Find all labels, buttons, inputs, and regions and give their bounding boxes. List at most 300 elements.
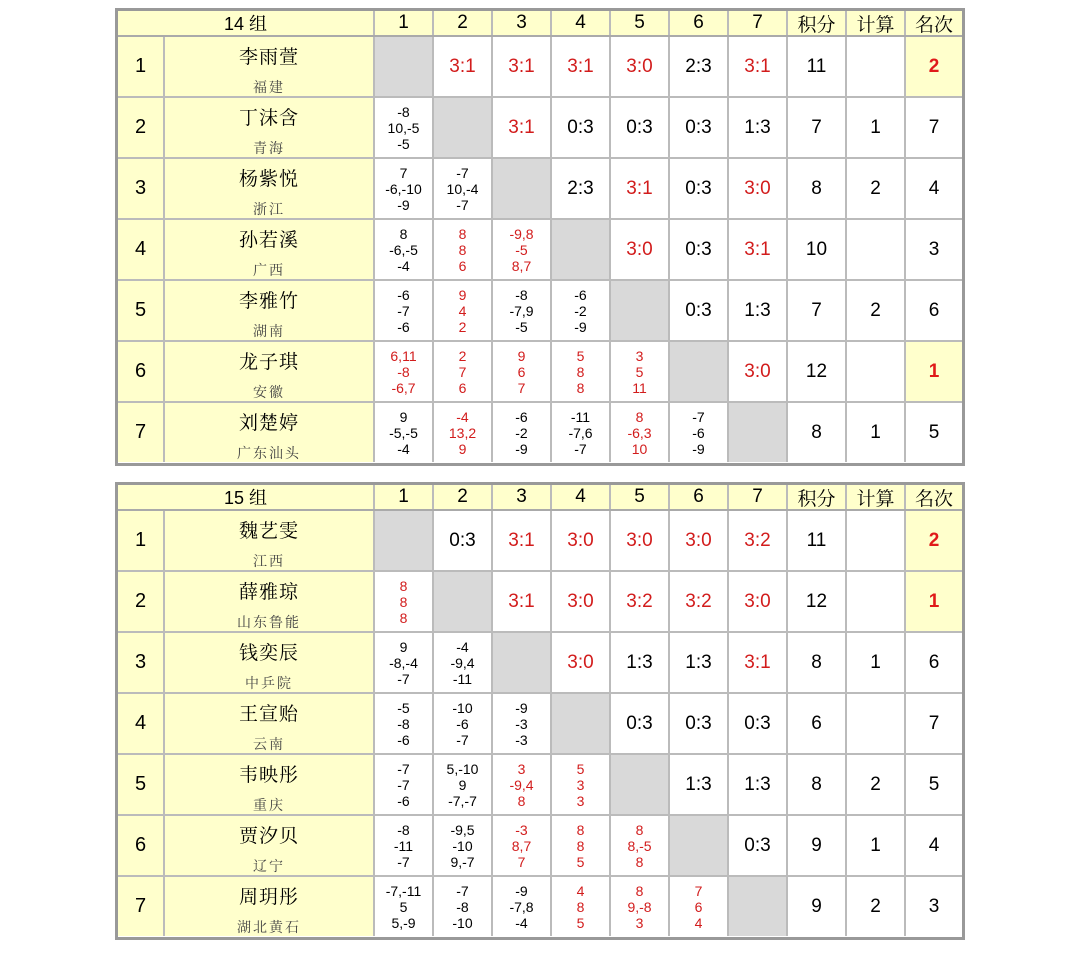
game-score: 7 <box>694 882 703 899</box>
match-result: 3:1 <box>493 572 552 631</box>
match-result: 0:3 <box>670 159 729 218</box>
game-score: -7,8 <box>509 898 534 915</box>
game-score: -6,-10 <box>385 180 422 197</box>
match-result: 3:0 <box>670 511 729 570</box>
game-score: 5,-9 <box>391 914 416 931</box>
game-score: 9 <box>458 440 467 457</box>
game-score: 2 <box>458 318 467 335</box>
match-result: 3:0 <box>611 220 670 279</box>
points: 8 <box>788 633 847 692</box>
game-score: 4 <box>576 882 585 899</box>
game-score: -9 <box>515 882 528 899</box>
table-row <box>118 511 962 572</box>
table-row <box>118 403 962 462</box>
match-result: 3:0 <box>729 342 788 401</box>
game-score: -9 <box>515 699 528 716</box>
game-score: 10 <box>631 440 648 457</box>
player-cell <box>165 572 375 631</box>
player-cell <box>165 37 375 96</box>
game-score: -10 <box>452 699 473 716</box>
table-row <box>118 694 962 755</box>
game-scores <box>552 342 611 401</box>
rank: 5 <box>928 421 940 443</box>
game-score: 5 <box>399 898 408 915</box>
rank: 1 <box>906 572 962 631</box>
match-result: 3:1 <box>611 159 670 218</box>
match-result: 3:0 <box>611 511 670 570</box>
calc <box>847 572 906 631</box>
game-scores <box>434 877 493 936</box>
game-scores <box>375 281 434 340</box>
group-14-table <box>115 8 965 466</box>
column-header: 1 <box>375 11 434 35</box>
self-match-cell <box>552 220 611 279</box>
game-scores <box>434 281 493 340</box>
game-score: -7 <box>397 302 410 319</box>
player-index: 4 <box>118 694 165 753</box>
game-score: -9 <box>574 318 587 335</box>
rank: 1 <box>906 342 962 401</box>
game-score: 6 <box>458 257 467 274</box>
column-header: 1 <box>375 485 434 509</box>
game-score: -9,4 <box>450 654 475 671</box>
game-scores <box>434 342 493 401</box>
game-score: -11 <box>393 837 414 854</box>
calc <box>847 694 906 753</box>
game-score: 5 <box>576 347 585 364</box>
player-name: 刘楚婷 <box>238 412 299 434</box>
game-score: 9 <box>458 776 467 793</box>
player-name: 魏艺雯 <box>238 520 299 542</box>
player-cell <box>165 159 375 218</box>
game-score: 5 <box>635 363 644 380</box>
calc <box>847 511 906 570</box>
player-index: 4 <box>118 220 165 279</box>
game-score: -5 <box>515 318 528 335</box>
table-row <box>118 159 962 220</box>
self-match-cell <box>670 816 729 875</box>
game-scores <box>434 403 493 462</box>
rank: 3 <box>928 895 940 917</box>
column-header: 计算 <box>847 11 906 35</box>
game-score: 8 <box>635 408 644 425</box>
game-score: -7,-11 <box>385 882 422 899</box>
player-cell <box>165 694 375 753</box>
match-result: 3:1 <box>493 511 552 570</box>
game-score: 8,7 <box>511 837 532 854</box>
player-name: 杨紫悦 <box>238 168 299 190</box>
game-score: -4 <box>397 257 410 274</box>
game-score: -7 <box>456 164 469 181</box>
game-score: -10 <box>452 837 473 854</box>
game-score: -7 <box>397 670 410 687</box>
game-scores <box>493 342 552 401</box>
game-score: -9 <box>692 440 705 457</box>
game-score: -4 <box>456 638 469 655</box>
game-score: -2 <box>515 424 528 441</box>
game-score: -7,-7 <box>448 792 477 809</box>
game-score: -6 <box>692 424 705 441</box>
match-result: 3:0 <box>552 572 611 631</box>
game-score: 9 <box>458 286 467 303</box>
match-result: 1:3 <box>729 755 788 814</box>
calc: 2 <box>847 159 906 218</box>
game-score: 5,-10 <box>446 760 479 777</box>
player-index: 7 <box>118 877 165 936</box>
game-scores <box>434 633 493 692</box>
rank: 2 <box>906 511 962 570</box>
column-header: 3 <box>493 11 552 35</box>
column-header: 计算 <box>847 485 906 509</box>
player-name: 贾汐贝 <box>238 825 299 847</box>
game-score: -4 <box>397 440 410 457</box>
game-score: 8 <box>399 609 408 626</box>
game-score: 8 <box>576 379 585 396</box>
group-title: 15 组 <box>118 485 375 509</box>
game-score: 8 <box>576 898 585 915</box>
game-scores <box>493 694 552 753</box>
self-match-cell <box>493 633 552 692</box>
calc: 2 <box>847 755 906 814</box>
game-scores <box>375 816 434 875</box>
game-scores <box>552 403 611 462</box>
match-result: 0:3 <box>670 281 729 340</box>
group-title: 14 组 <box>118 11 375 35</box>
column-header: 6 <box>670 11 729 35</box>
player-team: 辽宁 <box>253 859 285 875</box>
game-score: 4 <box>694 914 703 931</box>
game-score: 10,-4 <box>446 180 479 197</box>
game-score: -6 <box>574 286 587 303</box>
game-score: 8 <box>635 853 644 870</box>
game-score: -11 <box>570 408 591 425</box>
game-score: -8 <box>397 715 410 732</box>
table-row <box>118 220 962 281</box>
game-score: -9 <box>515 440 528 457</box>
calc <box>847 220 906 279</box>
match-result: 1:3 <box>670 755 729 814</box>
game-score: -6 <box>515 408 528 425</box>
game-score: -11 <box>452 670 473 687</box>
game-score: -7 <box>574 440 587 457</box>
game-score: -4 <box>515 914 528 931</box>
game-score: -9 <box>397 196 410 213</box>
self-match-cell <box>375 37 434 96</box>
game-score: -8 <box>456 898 469 915</box>
points: 12 <box>788 342 847 401</box>
column-header: 4 <box>552 485 611 509</box>
game-score: -7 <box>397 776 410 793</box>
game-score: 8 <box>635 821 644 838</box>
game-score: 5 <box>576 914 585 931</box>
rank: 6 <box>928 299 940 321</box>
self-match-cell <box>434 98 493 157</box>
player-team: 湖北黄石 <box>237 920 301 936</box>
game-score: 5 <box>576 853 585 870</box>
game-scores <box>375 403 434 462</box>
game-score: -7,6 <box>568 424 593 441</box>
game-scores <box>375 877 434 936</box>
game-score: -3 <box>515 715 528 732</box>
rank: 4 <box>928 177 940 199</box>
table-row <box>118 816 962 877</box>
game-scores <box>670 403 729 462</box>
match-result: 0:3 <box>729 816 788 875</box>
match-result: 0:3 <box>670 98 729 157</box>
match-result: 1:3 <box>729 98 788 157</box>
game-scores <box>670 877 729 936</box>
game-score: -8 <box>515 286 528 303</box>
game-score: 8,-5 <box>627 837 652 854</box>
table-row <box>118 342 962 403</box>
game-score: 11 <box>632 379 647 396</box>
player-team: 重庆 <box>253 798 285 814</box>
match-result: 0:3 <box>729 694 788 753</box>
player-cell <box>165 633 375 692</box>
player-team: 山东鲁能 <box>237 615 301 631</box>
game-score: 3 <box>576 792 585 809</box>
player-team: 中乒院 <box>245 676 293 692</box>
game-score: -7,9 <box>509 302 534 319</box>
table-row <box>118 572 962 633</box>
game-score: 8 <box>635 882 644 899</box>
column-header: 5 <box>611 11 670 35</box>
game-score: -5 <box>397 699 410 716</box>
game-score: 8 <box>576 837 585 854</box>
game-score: -5 <box>515 241 528 258</box>
game-score: 6 <box>694 898 703 915</box>
table-row <box>118 281 962 342</box>
match-result: 3:0 <box>552 633 611 692</box>
game-scores <box>611 816 670 875</box>
game-scores <box>552 281 611 340</box>
player-team: 青海 <box>253 141 285 157</box>
rank: 7 <box>928 712 940 734</box>
column-header: 2 <box>434 485 493 509</box>
game-score: -7 <box>397 853 410 870</box>
player-cell <box>165 755 375 814</box>
game-scores <box>434 220 493 279</box>
column-header: 积分 <box>788 11 847 35</box>
points: 9 <box>788 877 847 936</box>
column-header: 6 <box>670 485 729 509</box>
player-team: 安徽 <box>253 385 285 401</box>
player-index: 6 <box>118 816 165 875</box>
game-score: -6,3 <box>627 424 652 441</box>
table-row <box>118 755 962 816</box>
game-scores <box>493 755 552 814</box>
game-score: -7 <box>456 196 469 213</box>
column-header: 2 <box>434 11 493 35</box>
game-scores <box>493 877 552 936</box>
game-score: -6 <box>397 731 410 748</box>
match-result: 3:2 <box>611 572 670 631</box>
player-team: 江西 <box>253 554 285 570</box>
match-result: 0:3 <box>670 694 729 753</box>
points: 11 <box>788 511 847 570</box>
self-match-cell <box>729 403 788 462</box>
self-match-cell <box>552 694 611 753</box>
game-score: -6 <box>397 318 410 335</box>
header-row <box>118 485 962 511</box>
player-cell <box>165 98 375 157</box>
game-scores <box>375 98 434 157</box>
game-score: -7 <box>397 760 410 777</box>
game-score: -6 <box>397 792 410 809</box>
game-score: 8 <box>399 577 408 594</box>
match-result: 0:3 <box>434 511 493 570</box>
match-result: 3:0 <box>611 37 670 96</box>
game-scores <box>434 159 493 218</box>
player-team: 广东汕头 <box>237 446 301 462</box>
calc: 1 <box>847 98 906 157</box>
game-score: -8,-4 <box>389 654 418 671</box>
game-score: -7 <box>456 731 469 748</box>
player-cell <box>165 220 375 279</box>
game-scores <box>375 694 434 753</box>
calc: 2 <box>847 877 906 936</box>
table-row <box>118 37 962 98</box>
points: 7 <box>788 281 847 340</box>
match-result: 3:0 <box>729 572 788 631</box>
game-score: -8 <box>397 821 410 838</box>
calc: 1 <box>847 816 906 875</box>
game-scores <box>493 403 552 462</box>
player-cell <box>165 877 375 936</box>
match-result: 3:0 <box>552 511 611 570</box>
player-index: 1 <box>118 511 165 570</box>
game-score: 6,11 <box>390 347 417 364</box>
match-result: 1:3 <box>611 633 670 692</box>
game-score: 3 <box>635 347 644 364</box>
rank: 3 <box>928 238 940 260</box>
game-score: 8,7 <box>511 257 532 274</box>
match-result: 1:3 <box>670 633 729 692</box>
game-score: -6 <box>456 715 469 732</box>
points: 10 <box>788 220 847 279</box>
player-team: 湖南 <box>253 324 285 340</box>
points: 12 <box>788 572 847 631</box>
game-score: 8 <box>576 821 585 838</box>
self-match-cell <box>670 342 729 401</box>
game-score: -6 <box>397 286 410 303</box>
self-match-cell <box>611 755 670 814</box>
table-row <box>118 633 962 694</box>
points: 11 <box>788 37 847 96</box>
player-team: 福建 <box>253 80 285 96</box>
points: 8 <box>788 755 847 814</box>
player-team: 云南 <box>253 737 285 753</box>
points: 6 <box>788 694 847 753</box>
game-score: 3 <box>635 914 644 931</box>
match-result: 3:1 <box>552 37 611 96</box>
player-team: 广西 <box>253 263 285 279</box>
game-score: 7 <box>517 853 526 870</box>
player-name: 韦映彤 <box>238 764 299 786</box>
game-score: 5 <box>576 760 585 777</box>
column-header: 5 <box>611 485 670 509</box>
points: 9 <box>788 816 847 875</box>
game-score: 9 <box>399 638 408 655</box>
game-score: -2 <box>574 302 587 319</box>
player-cell <box>165 281 375 340</box>
game-scores <box>434 694 493 753</box>
game-scores <box>493 816 552 875</box>
player-team: 浙江 <box>253 202 285 218</box>
calc: 1 <box>847 633 906 692</box>
game-score: 6 <box>517 363 526 380</box>
match-result: 2:3 <box>552 159 611 218</box>
rank: 4 <box>928 834 940 856</box>
game-score: 8 <box>576 363 585 380</box>
game-score: 8 <box>458 241 467 258</box>
game-score: 9 <box>399 408 408 425</box>
match-result: 3:2 <box>729 511 788 570</box>
game-score: -8 <box>397 363 410 380</box>
player-name: 丁沫含 <box>238 107 299 129</box>
game-scores <box>493 220 552 279</box>
calc <box>847 37 906 96</box>
self-match-cell <box>729 877 788 936</box>
match-result: 3:2 <box>670 572 729 631</box>
column-header: 7 <box>729 11 788 35</box>
table-row <box>118 98 962 159</box>
game-score: -5 <box>397 135 410 152</box>
column-header: 7 <box>729 485 788 509</box>
game-scores <box>434 816 493 875</box>
player-index: 5 <box>118 281 165 340</box>
self-match-cell <box>611 281 670 340</box>
table-row <box>118 877 962 936</box>
game-scores <box>552 877 611 936</box>
game-score: 9 <box>517 347 526 364</box>
player-name: 李雅竹 <box>238 290 299 312</box>
game-score: 7 <box>399 164 408 181</box>
match-result: 0:3 <box>611 694 670 753</box>
game-score: 10,-5 <box>387 119 420 136</box>
game-scores <box>611 403 670 462</box>
player-index: 1 <box>118 37 165 96</box>
rank: 2 <box>906 37 962 96</box>
player-cell <box>165 511 375 570</box>
game-scores <box>493 281 552 340</box>
self-match-cell <box>493 159 552 218</box>
game-score: 13,2 <box>448 424 477 441</box>
match-result: 0:3 <box>670 220 729 279</box>
match-result: 3:1 <box>493 98 552 157</box>
player-name: 孙若溪 <box>238 229 299 251</box>
player-name: 周玥彤 <box>238 886 299 908</box>
game-score: 8 <box>399 593 408 610</box>
rank: 5 <box>928 773 940 795</box>
column-header: 名次 <box>914 487 953 510</box>
player-index: 6 <box>118 342 165 401</box>
match-result: 3:1 <box>493 37 552 96</box>
group-15-table <box>115 482 965 940</box>
game-score: -4 <box>456 408 469 425</box>
game-scores <box>375 633 434 692</box>
game-scores <box>375 342 434 401</box>
player-name: 李雨萱 <box>238 46 299 68</box>
self-match-cell <box>375 511 434 570</box>
game-score: -9,8 <box>509 225 534 242</box>
game-score: -6,-5 <box>389 241 418 258</box>
game-score: -8 <box>397 103 410 120</box>
game-score: 7 <box>458 363 467 380</box>
player-name: 薛雅琼 <box>238 581 299 603</box>
match-result: 1:3 <box>729 281 788 340</box>
game-score: -6,7 <box>391 379 416 396</box>
